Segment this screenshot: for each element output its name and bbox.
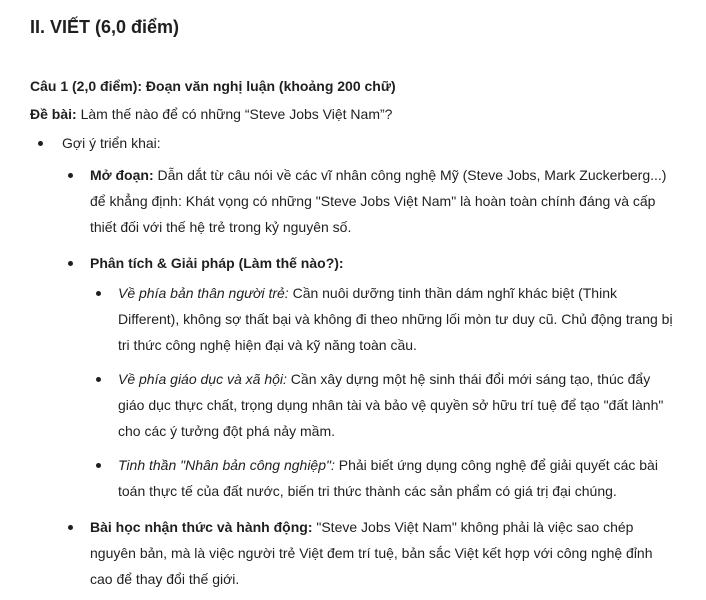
prompt-text: Làm thế nào để có những “Steve Jobs Việt Nam”? [76, 106, 393, 122]
point-text: Phải biết ứng dụng công nghệ để giải quyết các bài toán thực tế của đất nước, biến tri thức thành các sản phẩm có giá trị đại chúng. [118, 457, 658, 499]
outline-heading: Gợi ý triển khai: [62, 135, 161, 151]
analysis-label: Phân tích & Giải pháp (Làm thế nào?): [90, 255, 344, 271]
outline-item [30, 130, 676, 592]
prompt-label: Đề bài: [30, 106, 77, 122]
analysis-item [62, 250, 676, 504]
section-title: II. VIẾT (6,0 điểm) [30, 17, 180, 37]
question-title: Câu 1 (2,0 điểm): Đoạn văn nghị luận (khoảng 200 chữ) [30, 78, 396, 94]
analysis-point [90, 366, 676, 444]
point-text: Cần xây dựng một hệ sinh thái đổi mới sáng tạo, thúc đẩy giáo dục thực chất, trọng dụng nhân tài và bảo vệ quyền sở hữu trí tuệ để tạo "đất lành" cho các ý tưởng đột phá nảy mầm. [118, 371, 664, 439]
outline-list [30, 130, 676, 592]
intro-text: Dẫn dắt từ câu nói về các vĩ nhân công nghệ Mỹ (Steve Jobs, Mark Zuckerberg...) để khẳng định: Khát vọng có những "Steve Jobs Việt Nam" là hoàn toàn chính đáng và cấp thiết đối với thế hệ trẻ trong kỷ nguyên số. [90, 167, 667, 235]
analysis-point [90, 452, 676, 504]
analysis-point [90, 280, 676, 358]
question-prompt [30, 104, 676, 124]
analysis-points [90, 280, 676, 504]
point-label: Về phía bản thân người trẻ: [118, 285, 289, 301]
point-text: Cần nuôi dưỡng tinh thần dám nghĩ khác biệt (Think Different), không sợ thất bại và không đi theo những lối mòn tư duy cũ. Chủ động trang bị tri thức công nghệ hiện đại và kỹ năng toàn cầu. [118, 285, 673, 353]
point-label: Tinh thần "Nhân bản công nghiệp": [118, 457, 335, 473]
lesson-label: Bài học nhận thức và hành động: [90, 519, 313, 535]
lesson-item [62, 514, 676, 592]
point-label: Về phía giáo dục và xã hội: [118, 371, 287, 387]
lesson-text: "Steve Jobs Việt Nam" không phải là việc sao chép nguyên bản, mà là việc người trẻ Việt đem trí tuệ, bản sắc Việt kết hợp với công nghệ đỉnh cao để thay đổi thế giới. [90, 519, 653, 587]
outline-sublist [62, 162, 676, 592]
intro-label: Mở đoạn: [90, 167, 154, 183]
intro-item [62, 162, 676, 240]
